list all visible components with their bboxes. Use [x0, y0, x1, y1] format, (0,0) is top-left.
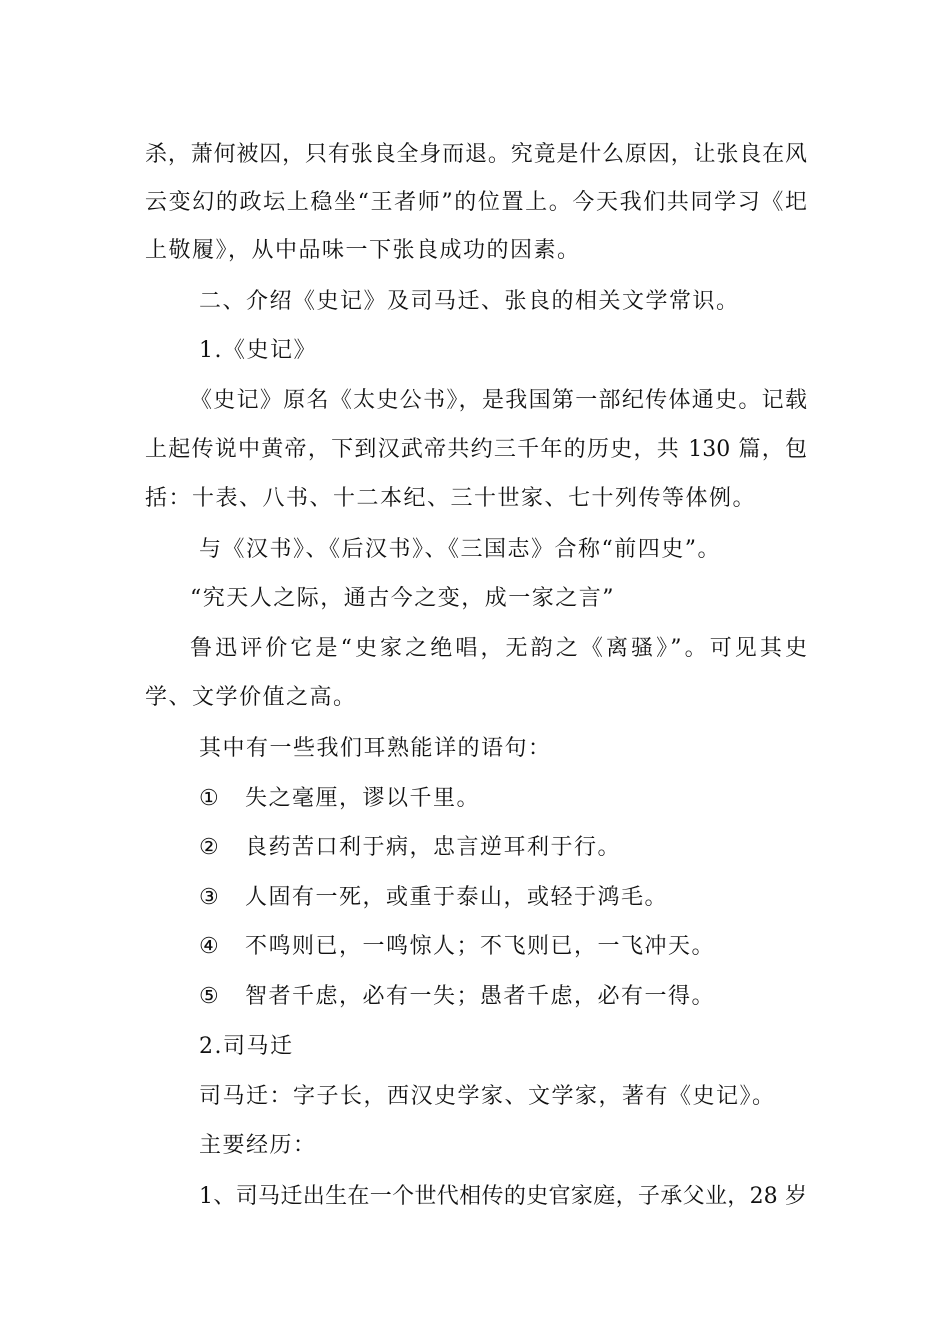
phrases-intro: 其中有一些我们耳熟能详的语句： — [199, 736, 552, 761]
phrase-item — [199, 883, 668, 913]
subsection-shiji-title: 1.《史记》 — [199, 338, 317, 363]
intro-line-3: 上敬履》，从中品味一下张良成功的因素。 — [145, 238, 581, 263]
luxun-line-1: 鲁迅评价它是“史家之绝唱，无韵之《离骚》”。可见其史 — [190, 636, 807, 661]
intro-line-2: 云变幻的政坛上稳坐“王者师”的位置上。今天我们共同学习《圯 — [145, 190, 807, 215]
phrase-item — [199, 932, 715, 962]
phrase-number: ③ — [199, 885, 221, 910]
phrase-text: 良药苦口利于病，忠言逆耳利于行。 — [245, 835, 622, 860]
four-histories: 与《汉书》、《后汉书》、《三国志》合称“前四史”。 — [199, 537, 721, 562]
phrase-item — [199, 833, 621, 863]
luxun-line-2: 学、文学价值之高。 — [145, 685, 357, 710]
phrase-number: ② — [199, 835, 221, 860]
shiji-line-1: 《史记》原名《太史公书》，是我国第一部纪传体通史。记载 — [190, 388, 807, 413]
shiji-line-3: 括：十表、八书、十二本纪、三十世家、七十列传等体例。 — [145, 486, 757, 511]
phrase-number: ④ — [199, 934, 221, 959]
phrase-text: 不鸣则已，一鸣惊人；不飞则已，一飞冲天。 — [245, 934, 716, 959]
experience-item-1: 1、司马迁出生在一个世代相传的史官家庭，子承父业，28 岁 — [199, 1184, 807, 1209]
simaqian-intro: 司马迁：字子长，西汉史学家、文学家，著有《史记》。 — [199, 1084, 776, 1109]
phrase-text: 智者千虑，必有一失；愚者千虑，必有一得。 — [245, 984, 716, 1009]
phrase-number: ⑤ — [199, 984, 221, 1009]
phrase-text: 失之毫厘，谬以千里。 — [245, 786, 481, 811]
intro-line-1: 杀，萧何被囚，只有张良全身而退。究竟是什么原因，让张良在风 — [145, 142, 807, 167]
shiji-line-2: 上起传说中黄帝，下到汉武帝共约三千年的历史，共 130 篇，包 — [145, 437, 807, 462]
phrase-text: 人固有一死，或重于泰山，或轻于鸿毛。 — [245, 885, 669, 910]
phrase-number: ① — [199, 786, 221, 811]
experience-title: 主要经历： — [199, 1133, 317, 1158]
subsection-simaqian-title: 2.司马迁 — [199, 1034, 294, 1059]
section-two-heading: 二、介绍《史记》及司马迁、张良的相关文学常识。 — [199, 289, 740, 314]
phrase-item — [199, 784, 480, 814]
phrase-item — [199, 982, 715, 1012]
famous-quote: “究天人之际，通古今之变，成一家之言” — [190, 586, 615, 611]
